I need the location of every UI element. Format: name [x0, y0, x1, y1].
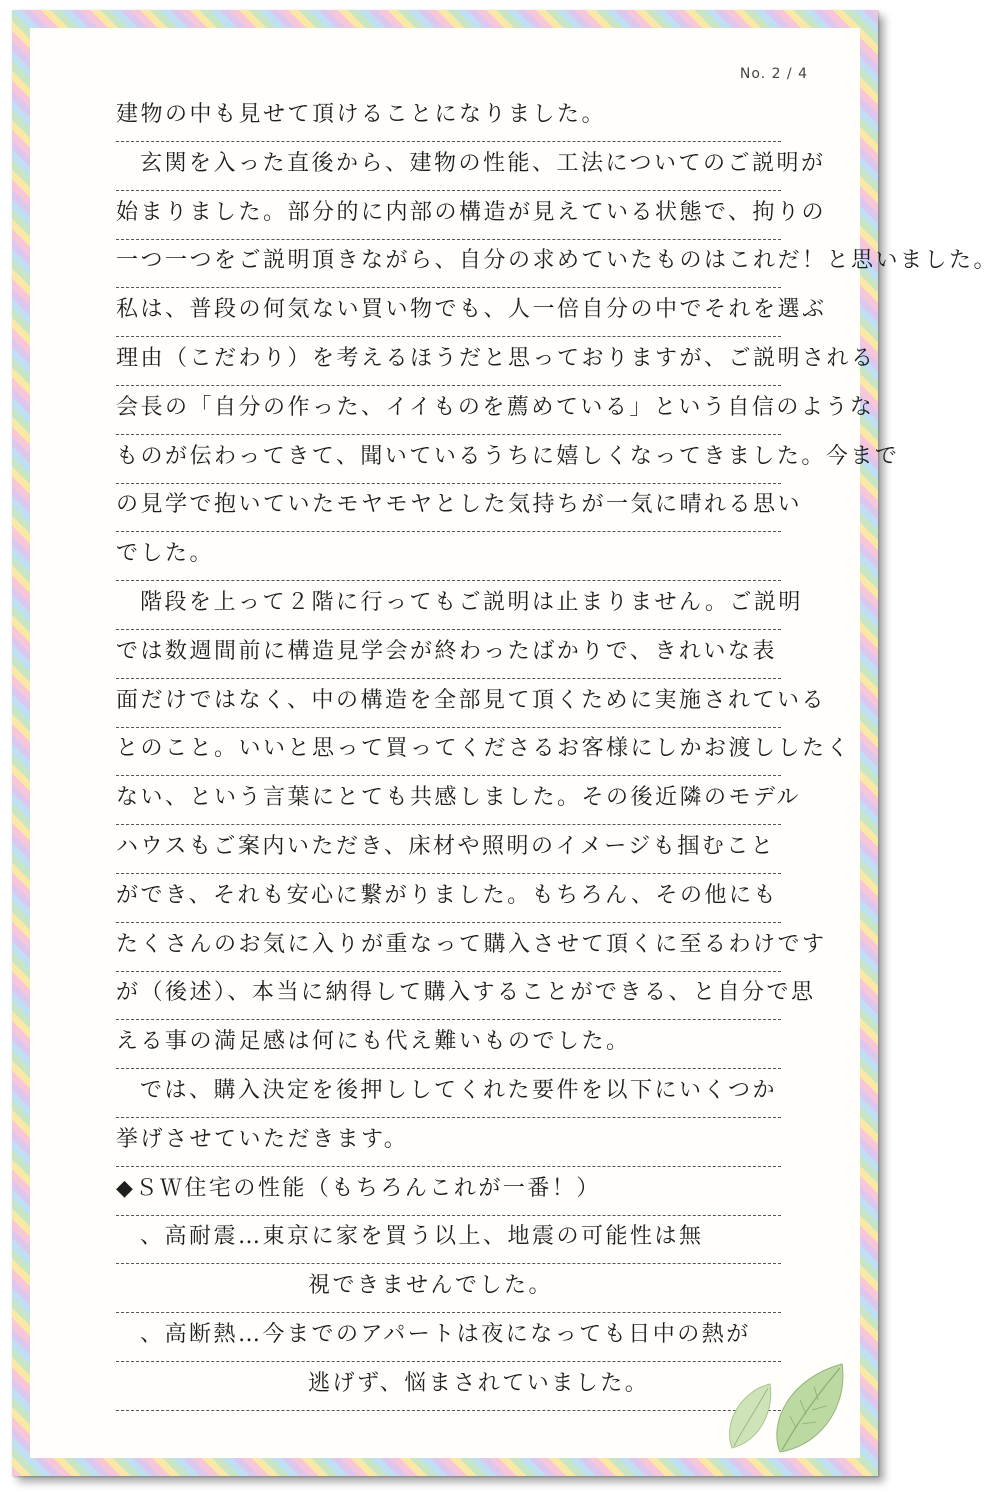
- text-line: 逃げず、悩まされていました。: [116, 1361, 781, 1411]
- page-number: No. 2 / 4: [739, 66, 808, 82]
- text-line: 面だけではなく、中の構造を全部見て頂くために実施されている: [116, 678, 781, 728]
- text-line: 私は、普段の何気ない買い物でも、人一倍自分の中でそれを選ぶ: [116, 287, 781, 337]
- text-line: 玄関を入った直後から、建物の性能、工法についてのご説明が: [116, 141, 781, 191]
- text-line: ができ、それも安心に繋がりました。もちろん、その他にも: [116, 873, 781, 923]
- text-line: える事の満足感は何にも代え難いものでした。: [116, 1019, 781, 1069]
- text-line: では、購入決定を後押ししてくれた要件を以下にいくつか: [116, 1068, 781, 1118]
- text-line: 視できませんでした。: [116, 1263, 781, 1313]
- text-line: が（後述）、本当に納得して購入することができる、と自分で思: [116, 970, 781, 1020]
- text-line: ハウスもご案内いただき、床材や照明のイメージも掴むこと: [116, 824, 781, 874]
- text-line: ものが伝わってきて、聞いているうちに嬉しくなってきました。今まで: [116, 434, 781, 484]
- text-line: たくさんのお気に入りが重なって購入させて頂くに至るわけです: [116, 922, 781, 972]
- letter-sheet: [12, 10, 998, 1476]
- handwritten-text-body: [12, 10, 998, 1476]
- text-line: ない、という言葉にとても共感しました。その後近隣のモデル: [116, 775, 781, 825]
- text-line: 階段を上って２階に行ってもご説明は止まりません。ご説明: [116, 580, 781, 630]
- text-line: 挙げさせていただきます。: [116, 1117, 781, 1167]
- text-line: 建物の中も見せて頂けることになりました。: [116, 92, 781, 142]
- leaf-icon: [724, 1360, 854, 1460]
- text-line: でした。: [116, 531, 781, 581]
- text-line: の見学で抱いていたモヤモヤとした気持ちが一気に晴れる思い: [116, 482, 781, 532]
- text-line: 会長の「自分の作った、イイものを薦めている」という自信のような: [116, 385, 781, 435]
- text-line: 始まりました。部分的に内部の構造が見えている状態で、拘りの: [116, 190, 781, 240]
- text-line: とのこと。いいと思って買ってくださるお客様にしかお渡ししたく: [116, 726, 781, 776]
- text-line: 、高断熱…今までのアパートは夜になっても日中の熱が: [116, 1312, 781, 1362]
- text-line: 、高耐震…東京に家を買う以上、地震の可能性は無: [116, 1214, 781, 1264]
- text-line: では数週間前に構造見学会が終わったばかりで、きれいな表: [116, 629, 781, 679]
- text-line: 一つ一つをご説明頂きながら、自分の求めていたものはこれだ！と思いました。: [116, 238, 781, 288]
- text-line: ◆ＳＷ住宅の性能（もちろんこれが一番！）: [116, 1166, 781, 1216]
- text-line: 理由（こだわり）を考えるほうだと思っておりますが、ご説明される: [116, 336, 781, 386]
